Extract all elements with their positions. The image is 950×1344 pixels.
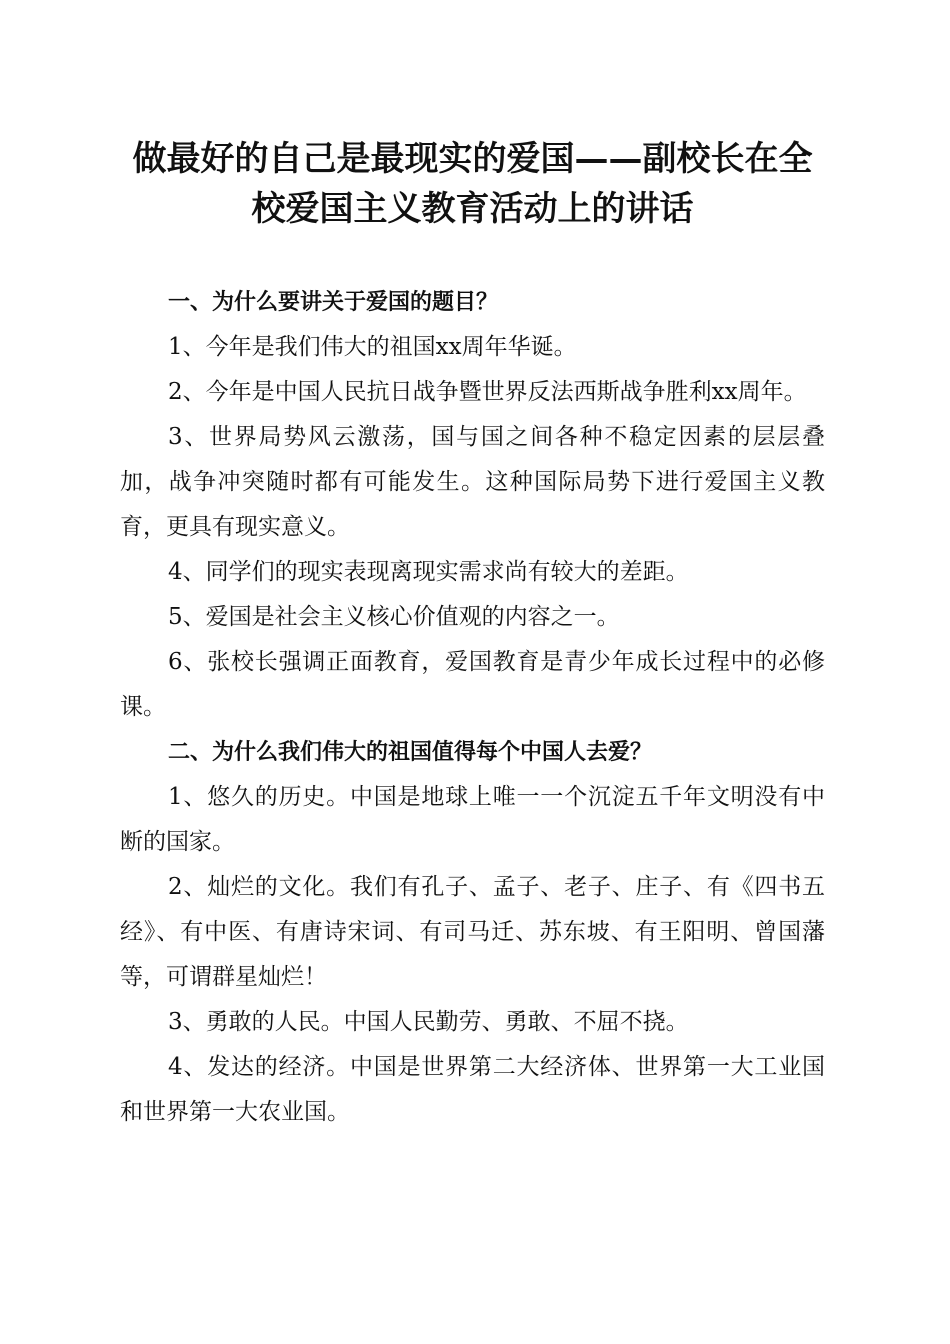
section-heading-1: 一、为什么要讲关于爱国的题目？ bbox=[168, 290, 499, 315]
section-1-item-2: 2、今年是中国人民抗日战争暨世界反法西斯战争胜利xx周年。 bbox=[168, 379, 807, 405]
section-2-item-2: 2、灿烂的文化。我们有孔子、孟子、老子、庄子、有《四书五经》、有中医、有唐诗宋词、有司马迁、苏东坡、有王阳明、曾国藩等，可谓群星灿烂！ bbox=[120, 874, 825, 990]
title-line-2: 校爱国主义教育活动上的讲话 bbox=[251, 189, 694, 229]
document-title bbox=[115, 134, 830, 234]
title-line-1: 做最好的自己是最现实的爱国——副校长在全 bbox=[132, 139, 813, 179]
section-1-item-6: 6、张校长强调正面教育，爱国教育是青少年成长过程中的必修课。 bbox=[120, 649, 825, 720]
section-1-item-3: 3、世界局势风云激荡，国与国之间各种不稳定因素的层层叠加，战争冲突随时都有可能发生。这种国际局势下进行爱国主义教育，更具有现实意义。 bbox=[120, 424, 825, 540]
section-2-item-4: 4、发达的经济。中国是世界第二大经济体、世界第一大工业国和世界第一大农业国。 bbox=[120, 1054, 825, 1125]
section-2-item-3: 3、勇敢的人民。中国人民勤劳、勇敢、不屈不挠。 bbox=[168, 1009, 689, 1035]
section-heading-2: 二、为什么我们伟大的祖国值得每个中国人去爱？ bbox=[168, 740, 653, 765]
document-body bbox=[120, 280, 825, 1135]
section-2-item-1: 1、悠久的历史。中国是地球上唯一一个沉淀五千年文明没有中断的国家。 bbox=[120, 784, 825, 855]
section-1-item-4: 4、同学们的现实表现离现实需求尚有较大的差距。 bbox=[168, 559, 689, 585]
section-1-item-1: 1、今年是我们伟大的祖国xx周年华诞。 bbox=[168, 334, 577, 360]
section-1-item-5: 5、爱国是社会主义核心价值观的内容之一。 bbox=[168, 604, 620, 630]
